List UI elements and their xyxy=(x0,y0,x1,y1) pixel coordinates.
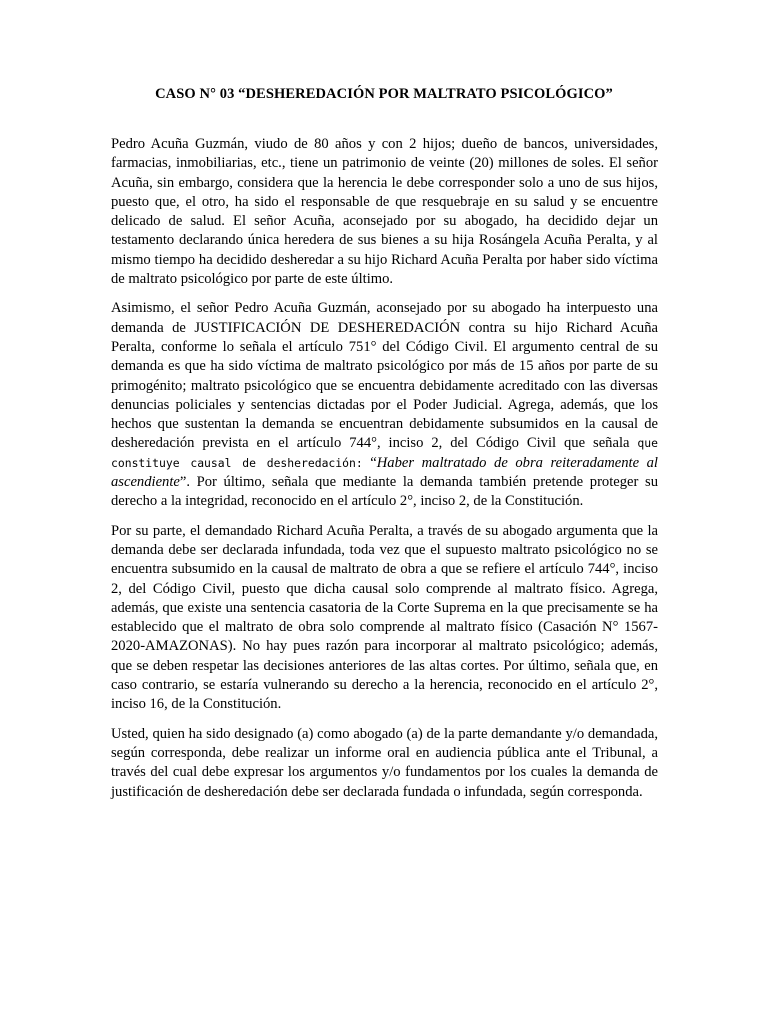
paragraph-defense: Por su parte, el demandado Richard Acuña Peralta, a través de su abogado argumenta que la demanda debe ser declarada infundada, toda vez que el supuesto maltrato psicológico no se encuentra subsumido en la causal de maltrato de obra a que se refiere el artículo 744°, inciso 2, del Código Civil, puesto que dicha causal solo comprende al maltrato físico. Agrega, además, que existe una sentencia casatoria de la Corte Suprema en la que precisamente se ha establecido que el maltrato de obra solo comprende al maltrato físico (Casación N° 1567-2020-AMAZONAS). No hay pues razón para incorporar al maltrato psicológico; además, que se deben respetar las decisiones anteriores de las altas cortes. Por último, señala que, en caso contrario, se estaría vulnerando su derecho a la herencia, reconocido en el artículo 2°, inciso 16, de la Constitución. xyxy=(111,522,658,713)
legal-quote: Haber maltratado de obra reiteradamente al ascendiente xyxy=(111,454,658,491)
case-body xyxy=(111,135,658,812)
paragraph-demand-text: Asimismo, el señor Pedro Acuña Guzmán, aconsejado por su abogado ha interpuesto una demanda de JUSTIFICACIÓN DE DESHEREDACIÓN contra su hijo Richard Acuña Peralta, conforme lo señala el artículo 751° del Código Civil. El argumento central de su demanda es que ha sido víctima de maltrato psicológico por más de 15 años por parte de su primogénito; maltrato psicológico que se encuentra debidamente acreditado con las diversas denuncias policiales y sentencias dictadas por el Poder Judicial. Agrega, además, que los hechos que sustentan la demanda se encuentran debidamente subsumidos en la causal de desheredación prevista en el artículo 744°, inciso 2, del Código Civil que señala xyxy=(111,300,658,452)
paragraph-facts: Pedro Acuña Guzmán, viudo de 80 años y con 2 hijos; dueño de bancos, universidades, farmacias, inmobiliarias, etc., tiene un patrimonio de veinte (20) millones de soles. El señor Acuña, sin embargo, considera que la herencia le debe corresponder solo a uno de sus hijos, puesto que, el otro, ha sido el responsable de que resquebraje en su salud y se encuentre delicado de salud. El señor Acuña, aconsejado por su abogado, ha decidido dejar un testamento declarando única heredera de sus bienes a su hija Rosángela Acuña Peralta, y al mismo tiempo ha decidido desheredar a su hijo Richard Acuña Peralta por haber sido víctima de maltrato psicológico por parte de este último. xyxy=(111,136,658,288)
quote-open: “ xyxy=(362,454,377,471)
paragraph-demand xyxy=(111,299,658,511)
paragraph-demand-closing: ”. Por último, señala que mediante la demanda también pretende proteger su derecho a la integridad, reconocido en el artículo 2°, inciso 2, de la Constitución. xyxy=(111,474,658,510)
case-title: CASO N° 03 “DESHEREDACIÓN POR MALTRATO PSICOLÓGICO” xyxy=(155,86,613,102)
paragraph-instructions: Usted, quien ha sido designado (a) como abogado (a) de la parte demandante y/o demandada, según corresponda, debe realizar un informe oral en audiencia pública ante el Tribunal, a través del cual debe expresar los argumentos y/o fundamentos por los cuales la demanda de justificación de desheredación debe ser declarada fundada o infundada, según corresponda. xyxy=(111,725,658,800)
paragraph-demand-mono-text: que constituye causal de desheredación: xyxy=(111,436,658,470)
